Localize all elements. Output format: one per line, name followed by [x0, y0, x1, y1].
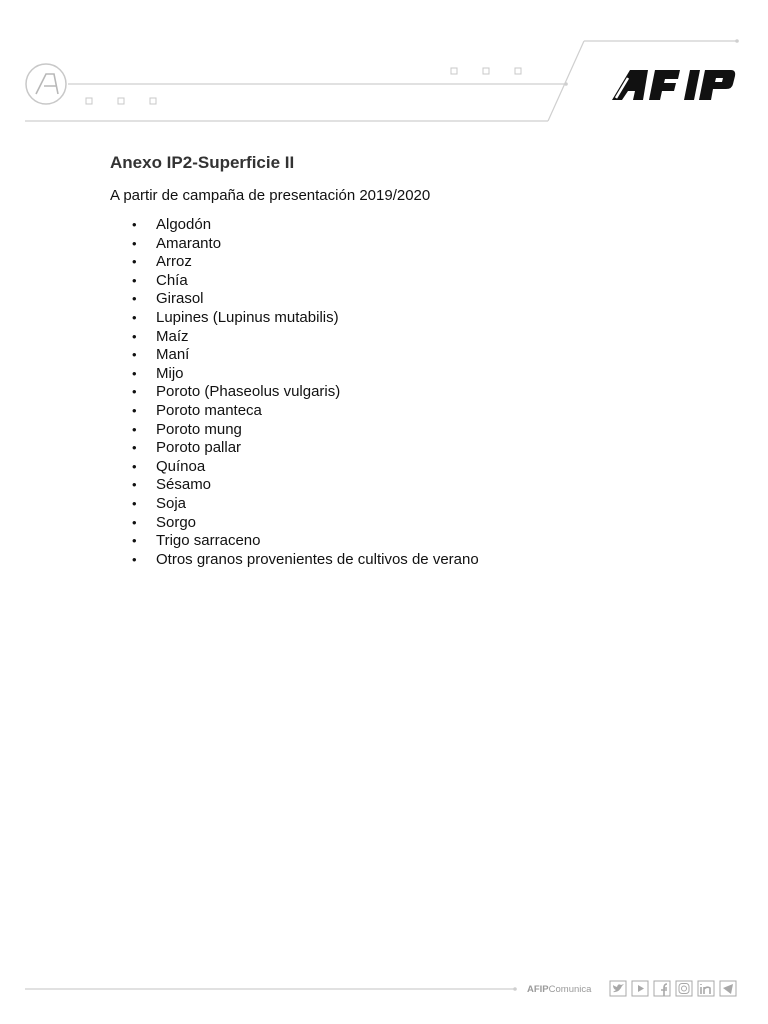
document-subtitle: A partir de campaña de presentación 2019/2020: [110, 187, 431, 204]
crop-list-item: [110, 365, 730, 384]
bullet-icon: •: [132, 272, 137, 288]
bullet-icon: •: [132, 402, 137, 418]
crop-list-item: [110, 476, 730, 495]
crop-list-item: [110, 235, 730, 254]
facebook-icon[interactable]: [654, 981, 670, 996]
crop-name: Lupines (Lupinus mutabilis): [156, 308, 339, 326]
instagram-icon[interactable]: [676, 981, 692, 996]
crop-list-item: [110, 253, 730, 272]
crop-list-item: [110, 290, 730, 309]
crop-list-item: [110, 383, 730, 402]
crop-name: Amaranto: [156, 234, 222, 252]
footer-brand: AFIPComunica: [527, 984, 592, 995]
crop-list-item: [110, 458, 730, 477]
afip-emblem-icon: [26, 64, 66, 104]
crop-list-item: [110, 216, 730, 235]
crop-name: Girasol: [156, 290, 204, 308]
crop-list-item: [110, 532, 730, 551]
crop-name: Mijo: [156, 364, 184, 382]
crop-name: Maíz: [156, 327, 189, 345]
bullet-icon: •: [132, 235, 137, 251]
crop-list-item: [110, 346, 730, 365]
twitter-icon[interactable]: [610, 981, 626, 996]
afip-logo: [0, 0, 735, 100]
crop-name: Trigo sarraceno: [156, 532, 261, 550]
bullet-icon: •: [132, 291, 137, 307]
bullet-icon: •: [132, 440, 137, 456]
bullet-icon: •: [132, 217, 137, 232]
crop-list-item: [110, 421, 730, 440]
bullet-icon: •: [132, 254, 137, 270]
bullet-icon: •: [132, 495, 137, 511]
crop-list-item: [110, 309, 730, 328]
bullet-icon: •: [132, 309, 137, 325]
decorative-squares: [86, 68, 521, 104]
bullet-icon: •: [132, 328, 137, 344]
footer-decoration: [0, 965, 768, 1015]
youtube-icon[interactable]: [632, 981, 648, 996]
bullet-icon: •: [132, 421, 137, 437]
crop-name: Algodón: [156, 216, 212, 233]
crop-list: [110, 216, 730, 569]
crop-name: Poroto pallar: [156, 439, 242, 457]
bullet-icon: •: [132, 514, 137, 530]
document-title: Anexo IP2-Superficie II: [110, 153, 295, 172]
crop-name: Sorgo: [156, 513, 197, 531]
crop-list-item: [110, 272, 730, 291]
crop-list-item: [110, 495, 730, 514]
document-body: [110, 152, 730, 569]
crop-name: Arroz: [156, 253, 192, 271]
crop-name: Soja: [156, 494, 187, 512]
crop-list-item: [110, 439, 730, 458]
crop-list-item: [110, 514, 730, 533]
bullet-icon: •: [132, 365, 137, 381]
bullet-icon: •: [132, 458, 137, 474]
crop-name: Quínoa: [156, 457, 206, 475]
bullet-icon: •: [132, 477, 137, 493]
bullet-icon: •: [132, 533, 137, 549]
crop-list-item: [110, 402, 730, 421]
linkedin-icon[interactable]: [698, 981, 714, 996]
crop-name: Poroto manteca: [156, 401, 262, 419]
bullet-icon: •: [132, 551, 137, 567]
crop-name: Sésamo: [156, 476, 212, 494]
svg-text:AFIP: AFIP: [0, 0, 3, 1]
crop-name: Maní: [156, 346, 190, 364]
bullet-icon: •: [132, 384, 137, 400]
telegram-icon[interactable]: [720, 981, 736, 996]
crop-name: Chía: [156, 271, 188, 289]
crop-name: Poroto (Phaseolus vulgaris): [156, 383, 341, 401]
crop-name: Otros granos provenientes de cultivos de verano: [156, 550, 479, 568]
crop-list-item: [110, 551, 730, 570]
header-decoration: [0, 0, 768, 140]
crop-name: Poroto mung: [156, 420, 242, 438]
crop-list-item: [110, 328, 730, 347]
bullet-icon: •: [132, 347, 137, 363]
